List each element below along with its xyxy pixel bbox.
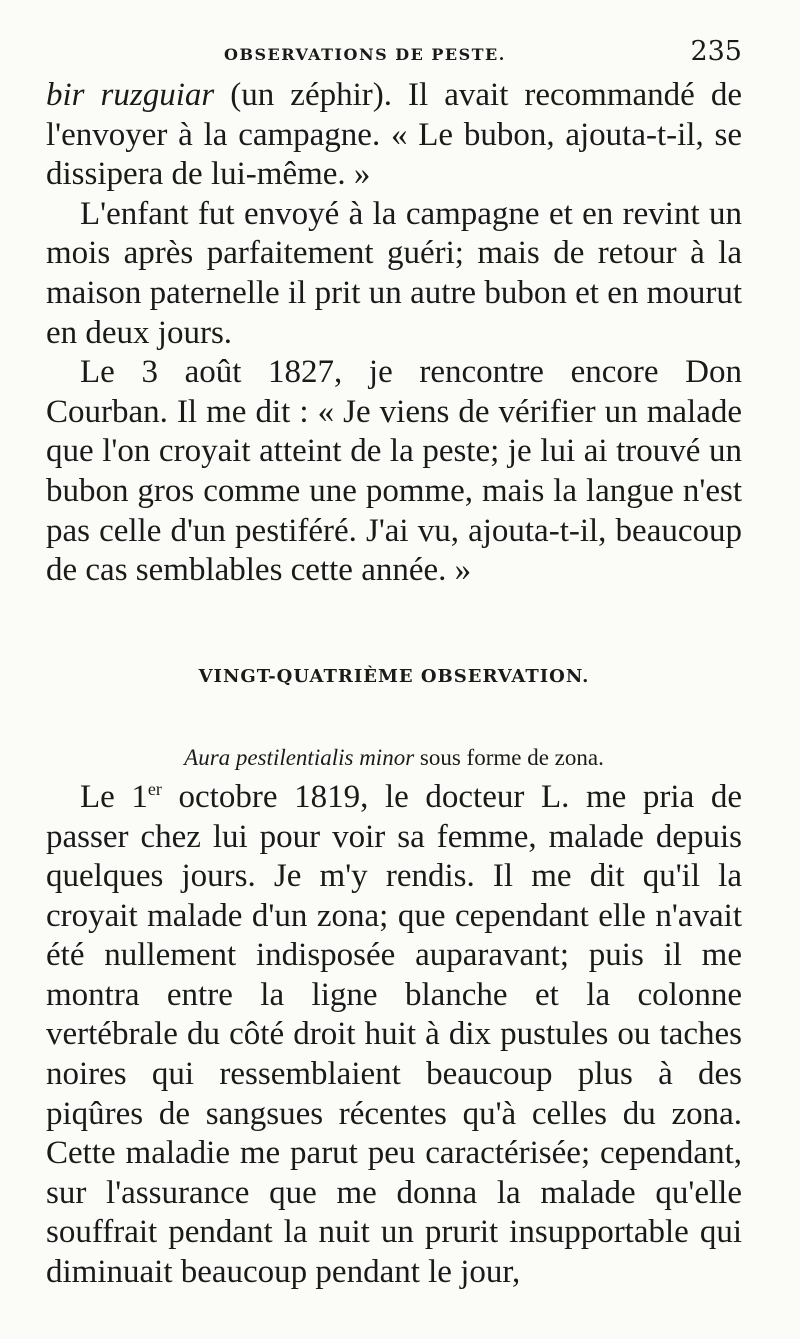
paragraph-1 xyxy=(46,76,742,195)
running-head-title: OBSERVATIONS DE PESTE. xyxy=(224,45,506,64)
page-number: 235 xyxy=(690,36,742,67)
observation-subtitle xyxy=(46,738,742,778)
observation-subtitle-text: sous forme de zona. xyxy=(414,745,604,771)
paragraph-3: Le 3 août 1827, je rencontre encore Don Courban. Il me dit : « Je viens de vérifier un malade que l'on croyait atteint de la peste; je lui ai trouvé un bubon gros comme une pomme, mais la langue n'est pas celle d'un pestiféré. J'ai vu, ajouta-t-il, beaucoup de cas semblables cette année. » xyxy=(46,354,742,589)
running-head xyxy=(46,36,742,76)
observation-text: octobre 1819, le docteur L. me pria de passer chez lui pour voir sa femme, malade depuis quelques jours. Je m'y rendis. Il me dit qu'il la croyait malade d'un zona; que cependant elle n'avait été nullement indisposée auparavant; puis il me montra entre la ligne blanche et la colonne vertébrale du côté droit huit à dix pustules ou taches noires qui ressemblaient beaucoup plus à des piqûres de sangsues récentes qu'à celles du zona. Cette maladie me parut peu caractérisée; cependant, sur l'assurance que me donna la malade qu'elle souffrait pendant la nuit un prurit insupportable qui diminuait beaucoup pendant le jour, xyxy=(46,778,742,1291)
ordinal-superscript: er xyxy=(147,778,162,799)
paragraph-2: L'enfant fut envoyé à la campagne et en revint un mois après parfaitement guéri; mais de retour à la maison paternelle il prit un autre bubon et en mourut en deux jours. xyxy=(46,195,742,351)
observation-text-start: Le 1 xyxy=(80,778,148,815)
paragraph-1-text: (un zéphir). Il avait recommandé de l'envoyer à la campagne. « Le bubon, ajouta-t-il, se dissipera de lui-même. » xyxy=(46,77,742,193)
observation-subtitle-italic: Aura pestilentialis minor xyxy=(184,745,415,771)
observation-paragraph xyxy=(46,778,742,1293)
page-body xyxy=(46,76,742,1293)
observation-heading: VINGT-QUATRIÈME OBSERVATION. xyxy=(198,665,590,687)
paragraph-1-italic: bir ruzguiar xyxy=(46,77,215,113)
